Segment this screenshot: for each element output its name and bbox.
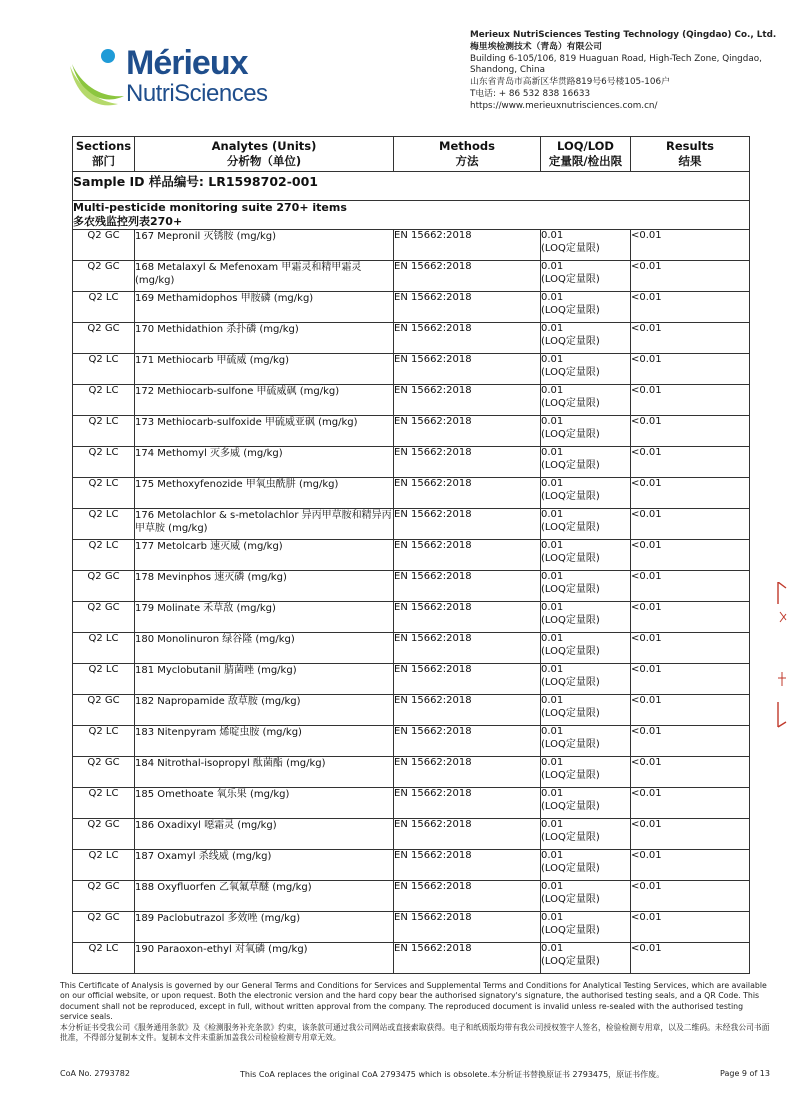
row-result: <0.01 [631,633,750,664]
row-loq: 0.01 (LOQ定量限) [541,881,631,912]
row-analyte: 189 Paclobutrazol 多效唑 (mg/kg) [135,912,394,943]
row-method: EN 15662:2018 [394,416,541,447]
company-address: Building 6-105/106, 819 Huaguan Road, High-Tech Zone, Qingdao, [470,53,762,64]
row-loq: 0.01 (LOQ定量限) [541,757,631,788]
row-analyte: 181 Myclobutanil 腈菌唑 (mg/kg) [135,664,394,695]
row-analyte: 175 Methoxyfenozide 甲氧虫酰肼 (mg/kg) [135,478,394,509]
row-analyte: 177 Metolcarb 速灭威 (mg/kg) [135,540,394,571]
company-info [470,30,780,113]
row-loq: 0.01 (LOQ定量限) [541,416,631,447]
row-method: EN 15662:2018 [394,726,541,757]
table-row [73,509,750,540]
row-result: <0.01 [631,261,750,292]
row-loq: 0.01 (LOQ定量限) [541,571,631,602]
table-row [73,912,750,943]
table-header-row [73,137,750,172]
row-result: <0.01 [631,943,750,974]
row-method: EN 15662:2018 [394,757,541,788]
row-analyte: 184 Nitrothal-isopropyl 酞菌酯 (mg/kg) [135,757,394,788]
row-analyte: 173 Methiocarb-sulfoxide 甲硫威亚砜 (mg/kg) [135,416,394,447]
row-loq: 0.01 (LOQ定量限) [541,447,631,478]
row-section: Q2 LC [73,850,135,881]
page-number: Page 9 of 13 [720,1069,770,1078]
table-row [73,788,750,819]
table-row [73,478,750,509]
row-analyte: 170 Methidathion 杀扑磷 (mg/kg) [135,323,394,354]
row-method: EN 15662:2018 [394,447,541,478]
row-result: <0.01 [631,695,750,726]
row-section: Q2 GC [73,819,135,850]
row-loq: 0.01 (LOQ定量限) [541,943,631,974]
row-loq: 0.01 (LOQ定量限) [541,292,631,323]
row-method: EN 15662:2018 [394,819,541,850]
row-section: Q2 LC [73,633,135,664]
company-name-cn: 梅里埃检测技术（青岛）有限公司 [470,41,602,52]
row-method: EN 15662:2018 [394,881,541,912]
company-name: Merieux NutriSciences Testing Technology (Qingdao) Co., Ltd. [470,30,777,40]
row-method: EN 15662:2018 [394,633,541,664]
row-analyte: 182 Napropamide 敌草胺 (mg/kg) [135,695,394,726]
row-method: EN 15662:2018 [394,323,541,354]
row-section: Q2 LC [73,540,135,571]
row-loq: 0.01 (LOQ定量限) [541,695,631,726]
row-loq: 0.01 (LOQ定量限) [541,385,631,416]
row-method: EN 15662:2018 [394,509,541,540]
row-method: EN 15662:2018 [394,571,541,602]
table-row [73,695,750,726]
row-result: <0.01 [631,540,750,571]
row-method: EN 15662:2018 [394,912,541,943]
row-result: <0.01 [631,726,750,757]
row-result: <0.01 [631,354,750,385]
header-analytes: Analytes (Units) 分析物（单位) [135,137,394,172]
company-logo [68,46,278,112]
row-section: Q2 GC [73,323,135,354]
row-method: EN 15662:2018 [394,385,541,416]
row-loq: 0.01 (LOQ定量限) [541,509,631,540]
results-table [72,136,750,974]
table-row [73,881,750,912]
row-result: <0.01 [631,912,750,943]
row-result: <0.01 [631,323,750,354]
table-row [73,726,750,757]
table-row [73,757,750,788]
row-analyte: 169 Methamidophos 甲胺磷 (mg/kg) [135,292,394,323]
disclaimer [60,981,770,1043]
row-section: Q2 GC [73,602,135,633]
row-result: <0.01 [631,571,750,602]
row-loq: 0.01 (LOQ定量限) [541,664,631,695]
row-method: EN 15662:2018 [394,230,541,261]
table-row [73,602,750,633]
header-results: Results 结果 [631,137,750,172]
disclaimer-cn: 本分析证书受我公司《服务通用条款》及《检测服务补充条款》约束，该条款可通过我公司网站或直接索取获得。电子和纸质版均带有我公司授权签字人签名，检验检测专用章，以及二维码。未经我公司书面批准，不得部分复制本文件。复制本文件未重新加盖我公司检验检测专用章无效。 [60,1022,770,1043]
table-row [73,416,750,447]
row-section: Q2 LC [73,509,135,540]
row-result: <0.01 [631,385,750,416]
row-loq: 0.01 (LOQ定量限) [541,354,631,385]
row-result: <0.01 [631,509,750,540]
row-result: <0.01 [631,230,750,261]
company-tel: T电话: + 86 532 838 16633 [470,88,591,99]
row-section: Q2 LC [73,943,135,974]
row-loq: 0.01 (LOQ定量限) [541,850,631,881]
row-result: <0.01 [631,881,750,912]
row-loq: 0.01 (LOQ定量限) [541,726,631,757]
row-method: EN 15662:2018 [394,788,541,819]
table-row [73,230,750,261]
row-method: EN 15662:2018 [394,943,541,974]
table-row [73,447,750,478]
company-website: https://www.merieuxnutrisciences.com.cn/ [470,100,658,111]
row-analyte: 176 Metolachlor & s-metolachlor 异丙甲草胺和精异丙甲草胺 (mg/kg) [135,509,394,540]
row-analyte: 167 Mepronil 灭锈胺 (mg/kg) [135,230,394,261]
row-analyte: 171 Methiocarb 甲硫威 (mg/kg) [135,354,394,385]
logo-line2: NutriSciences [126,80,268,107]
sample-id: Sample ID 样品编号: LR1598702-001 [73,172,750,201]
row-section: Q2 GC [73,757,135,788]
row-section: Q2 GC [73,230,135,261]
row-method: EN 15662:2018 [394,540,541,571]
row-result: <0.01 [631,788,750,819]
suite-title-en: Multi-pesticide monitoring suite 270+ items [73,201,347,214]
row-loq: 0.01 (LOQ定量限) [541,788,631,819]
table-row [73,819,750,850]
row-result: <0.01 [631,602,750,633]
row-analyte: 168 Metalaxyl & Mefenoxam 甲霜灵和精甲霜灵 (mg/kg) [135,261,394,292]
row-section: Q2 LC [73,478,135,509]
table-row [73,850,750,881]
row-analyte: 180 Monolinuron 绿谷隆 (mg/kg) [135,633,394,664]
row-section: Q2 LC [73,354,135,385]
row-analyte: 178 Mevinphos 速灭磷 (mg/kg) [135,571,394,602]
row-loq: 0.01 (LOQ定量限) [541,540,631,571]
disclaimer-en: This Certificate of Analysis is governed by our General Terms and Conditions for Services and Supplemental Terms and Conditions for Analytical Testing Services, which are available on our official website, or upon request. Both the electronic version and the hard copy bear the authorised signatory's signature, the authorised testing seals, and a QR Code. This document shall not be reproduced, except in full, without written approval from the company. The reproduced document is invalid unless re-sealed with the authorised testing service seals. [60,981,767,1022]
company-address-2: Shandong, China [470,65,545,76]
row-analyte: 185 Omethoate 氧乐果 (mg/kg) [135,788,394,819]
row-section: Q2 GC [73,881,135,912]
row-loq: 0.01 (LOQ定量限) [541,323,631,354]
row-method: EN 15662:2018 [394,261,541,292]
row-analyte: 186 Oxadixyl 噁霜灵 (mg/kg) [135,819,394,850]
row-analyte: 179 Molinate 禾草敌 (mg/kg) [135,602,394,633]
table-row [73,633,750,664]
row-result: <0.01 [631,416,750,447]
row-method: EN 15662:2018 [394,695,541,726]
row-loq: 0.01 (LOQ定量限) [541,912,631,943]
table-row [73,664,750,695]
logo-mark-icon [68,46,128,112]
table-row [73,385,750,416]
row-analyte: 174 Methomyl 灭多威 (mg/kg) [135,447,394,478]
header-methods: Methods 方法 [394,137,541,172]
row-section: Q2 GC [73,912,135,943]
suite-title-cn: 多农残监控列表270+ [73,215,183,228]
row-method: EN 15662:2018 [394,602,541,633]
row-analyte: 190 Paraoxon-ethyl 对氧磷 (mg/kg) [135,943,394,974]
row-analyte: 172 Methiocarb-sulfone 甲硫威砜 (mg/kg) [135,385,394,416]
row-method: EN 15662:2018 [394,292,541,323]
row-section: Q2 LC [73,416,135,447]
row-section: Q2 GC [73,571,135,602]
table-row [73,943,750,974]
row-method: EN 15662:2018 [394,478,541,509]
row-method: EN 15662:2018 [394,664,541,695]
row-result: <0.01 [631,447,750,478]
row-section: Q2 GC [73,261,135,292]
row-result: <0.01 [631,664,750,695]
header-loq: LOQ/LOD 定量限/检出限 [541,137,631,172]
row-result: <0.01 [631,850,750,881]
row-loq: 0.01 (LOQ定量限) [541,261,631,292]
row-analyte: 188 Oxyfluorfen 乙氧氟草醚 (mg/kg) [135,881,394,912]
row-result: <0.01 [631,819,750,850]
row-result: <0.01 [631,478,750,509]
seal-stamp-fragment [776,582,788,735]
row-loq: 0.01 (LOQ定量限) [541,819,631,850]
row-loq: 0.01 (LOQ定量限) [541,478,631,509]
row-loq: 0.01 (LOQ定量限) [541,602,631,633]
row-section: Q2 LC [73,664,135,695]
row-loq: 0.01 (LOQ定量限) [541,633,631,664]
row-loq: 0.01 (LOQ定量限) [541,230,631,261]
suite-title [73,201,750,230]
table-row [73,571,750,602]
row-result: <0.01 [631,757,750,788]
table-row [73,261,750,292]
row-section: Q2 LC [73,788,135,819]
table-row [73,323,750,354]
coa-number: CoA No. 2793782 [60,1069,130,1078]
table-row [73,292,750,323]
row-section: Q2 LC [73,385,135,416]
row-analyte: 187 Oxamyl 杀线威 (mg/kg) [135,850,394,881]
row-section: Q2 GC [73,695,135,726]
row-method: EN 15662:2018 [394,354,541,385]
row-section: Q2 LC [73,726,135,757]
row-analyte: 183 Nitenpyram 烯啶虫胺 (mg/kg) [135,726,394,757]
row-section: Q2 LC [73,292,135,323]
table-row [73,354,750,385]
table-row [73,540,750,571]
row-result: <0.01 [631,292,750,323]
header-sections: Sections 部门 [73,137,135,172]
replacement-note: This CoA replaces the original CoA 2793475 which is obsolete.本分析证书替换原证书 2793475，原证书作废。 [240,1070,665,1079]
logo-line1: Mérieux [126,44,248,82]
company-address-cn: 山东省青岛市高新区华贯路819号6号楼105-106户 [470,77,670,88]
row-method: EN 15662:2018 [394,850,541,881]
row-section: Q2 LC [73,447,135,478]
